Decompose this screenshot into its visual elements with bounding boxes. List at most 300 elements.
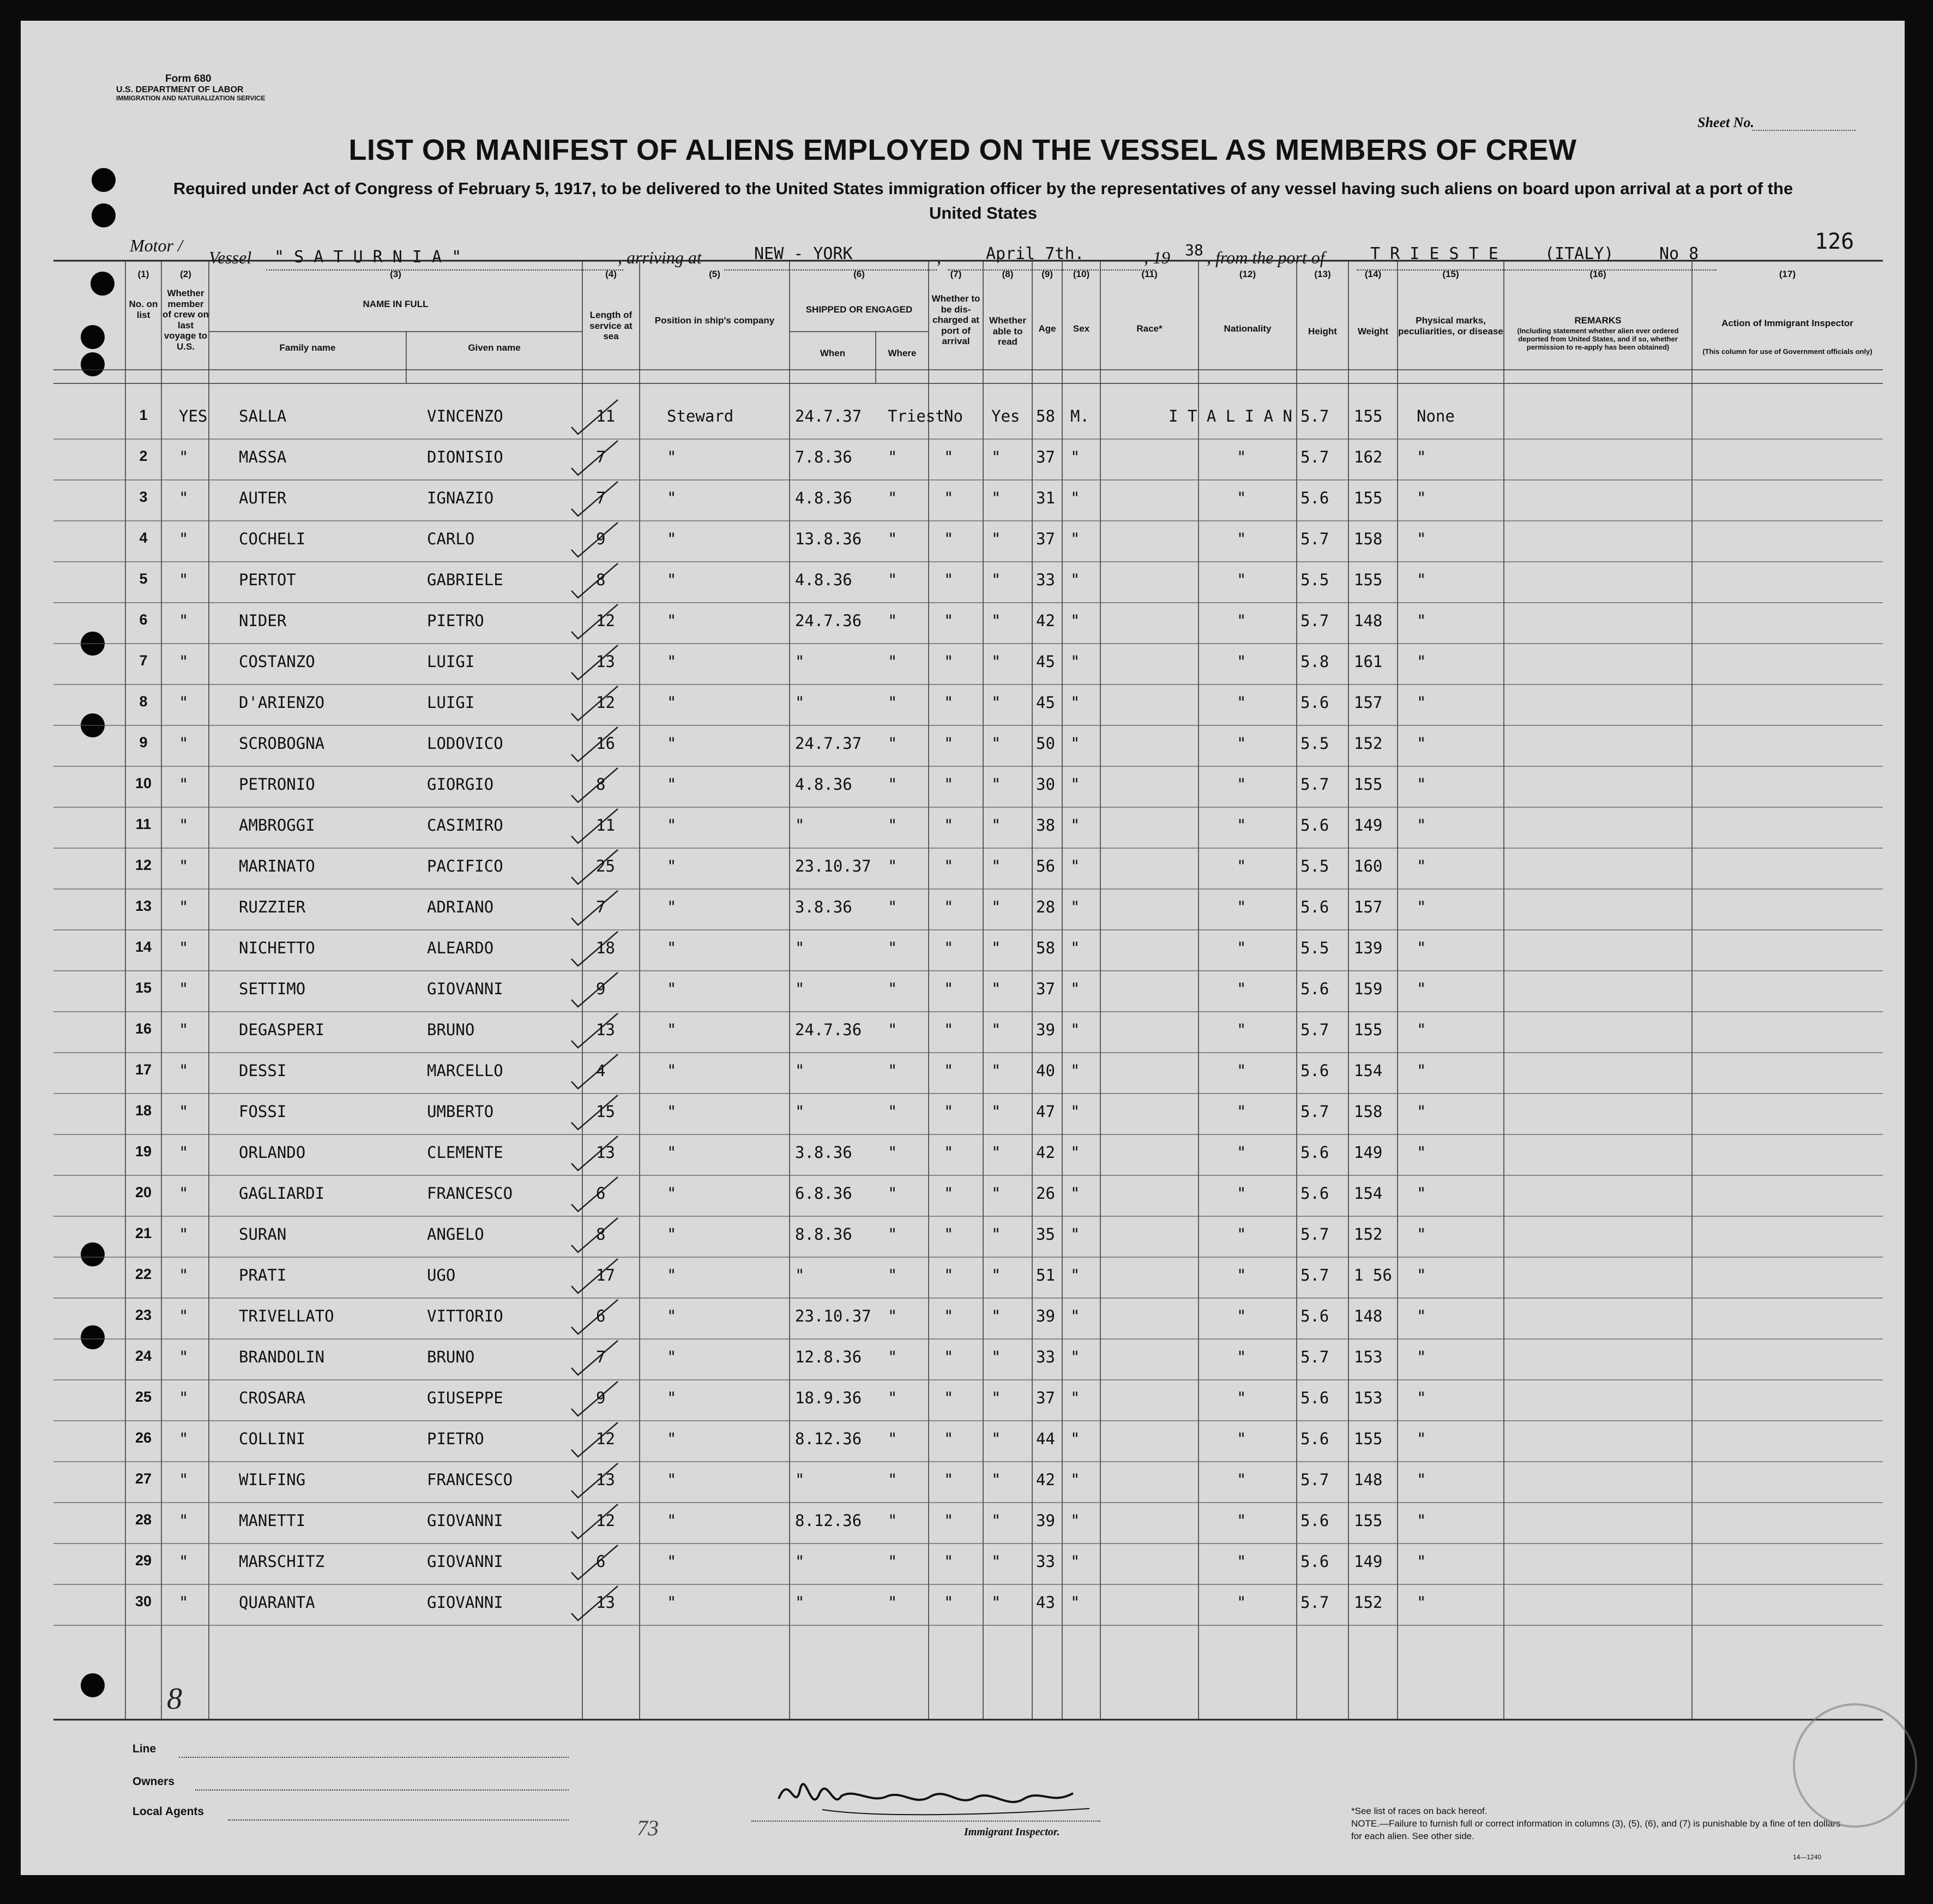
weight: 155 [1354,489,1383,507]
races-note: *See list of races on back hereof. [1351,1806,1488,1816]
weight: 155 [1354,775,1383,794]
col-name-header: NAME IN FULL [363,299,429,309]
service-length: 7 [596,898,606,916]
age: 40 [1036,1061,1055,1080]
nationality: " [1237,1020,1246,1039]
owners-field[interactable] [195,1789,569,1791]
tally-check-mark [571,441,618,475]
col-remarks-header: REMARKS [1574,315,1622,326]
given-name: CLEMENTE [427,1143,503,1162]
shipped-when: 24.7.37 [795,734,862,753]
tally-check-mark [571,1545,618,1579]
sex: " [1070,775,1080,794]
given-name: LUIGI [427,693,475,712]
agents-field[interactable] [228,1819,569,1821]
able-to-read: " [991,1143,1001,1162]
discharged: " [944,448,954,466]
service-name: IMMIGRATION AND NATURALIZATION SERVICE [116,94,266,103]
service-length: 6 [596,1307,606,1325]
weight: 148 [1354,611,1383,630]
physical-marks: " [1417,1061,1426,1080]
discharged: " [944,898,954,916]
sex: " [1070,1429,1080,1448]
weight: 160 [1354,857,1383,875]
able-to-read: " [991,1552,1001,1571]
weight: 155 [1354,1511,1383,1530]
departure-port: T R I E S T E [1370,244,1498,263]
tally-check-mark [571,768,618,802]
row-number: 29 [135,1552,152,1569]
last-voyage: " [179,1348,189,1366]
row-number: 26 [135,1429,152,1446]
able-to-read: " [991,570,1001,589]
given-name: BRUNO [427,1020,475,1039]
last-voyage: " [179,1225,189,1244]
service-length: 13 [596,1470,615,1489]
shipped-when: 7.8.36 [795,448,852,466]
position: " [667,1389,677,1407]
weight: 154 [1354,1184,1383,1203]
discharged: " [944,980,954,998]
service-length: 9 [596,980,606,998]
binder-hole [92,203,116,227]
row-number: 2 [139,448,148,464]
last-voyage: " [179,734,189,753]
shipped-where: " [888,1307,898,1325]
able-to-read: " [991,939,1001,957]
last-voyage: " [179,570,189,589]
family-name: MARSCHITZ [239,1552,325,1571]
age: 37 [1036,1389,1055,1407]
arrival-port: NEW - YORK [754,244,853,263]
last-voyage: " [179,1470,189,1489]
row-number: 3 [139,489,148,505]
service-length: 6 [596,1552,606,1571]
physical-marks: " [1417,857,1426,875]
motor-label: Motor / [130,236,183,255]
weight: 154 [1354,1061,1383,1080]
col-marks-header: Physical marks, peculiarities, or disease [1398,315,1503,337]
list-number: No 8 [1659,244,1699,263]
service-length: 12 [596,1429,615,1448]
able-to-read: " [991,1511,1001,1530]
tally-check-mark [571,972,618,1007]
physical-marks: " [1417,489,1426,507]
binder-hole [81,632,105,656]
form-code: 14—1240 [1793,1853,1822,1861]
inspector-label: Immigrant Inspector. [964,1826,1060,1838]
shipped-where: " [888,734,898,753]
given-name: ANGELO [427,1225,484,1244]
row-number: 28 [135,1511,152,1528]
weight: 153 [1354,1389,1383,1407]
shipped-when: " [795,1552,805,1571]
discharged: " [944,816,954,834]
shipped-when: 8.12.36 [795,1511,862,1530]
row-number: 4 [139,530,148,546]
height: 5.6 [1300,1429,1329,1448]
shipped-where: " [888,939,898,957]
position: " [667,1225,677,1244]
last-voyage: " [179,1593,189,1612]
shipped-when: " [795,1102,805,1121]
position: " [667,816,677,834]
able-to-read: " [991,1061,1001,1080]
last-voyage: " [179,530,189,548]
family-name: PRATI [239,1266,287,1284]
col-race-header: Race* [1136,323,1163,334]
age: 47 [1036,1102,1055,1121]
position: " [667,1266,677,1284]
weight: 162 [1354,448,1383,466]
able-to-read: " [991,816,1001,834]
physical-marks: " [1417,530,1426,548]
given-name: MARCELLO [427,1061,503,1080]
nationality: " [1237,1552,1246,1571]
last-voyage: " [179,857,189,875]
height: 5.8 [1300,652,1329,671]
discharged: " [944,1184,954,1203]
col-where-header: Where [888,348,917,358]
given-name: GABRIELE [427,570,503,589]
physical-marks: " [1417,611,1426,630]
height: 5.6 [1300,1307,1329,1325]
service-length: 11 [596,407,615,425]
nationality: " [1237,693,1246,712]
shipped-where: " [888,1470,898,1489]
handwritten-number: 73 [637,1816,659,1840]
family-name: NIDER [239,611,287,630]
discharged: " [944,1552,954,1571]
service-length: 16 [596,734,615,753]
nationality: " [1237,939,1246,957]
nationality: " [1237,816,1246,834]
last-voyage: " [179,652,189,671]
nationality: " [1237,980,1246,998]
row-number: 7 [139,652,148,669]
vessel-label: Vessel [209,248,252,267]
shipped-where: " [888,570,898,589]
row-number: 12 [135,857,152,873]
family-name: MANETTI [239,1511,306,1530]
position: " [667,1511,677,1530]
physical-marks: " [1417,1348,1426,1366]
shipped-where: " [888,448,898,466]
weight: 153 [1354,1348,1383,1366]
able-to-read: " [991,530,1001,548]
service-length: 13 [596,1143,615,1162]
position: " [667,1470,677,1489]
family-name: TRIVELLATO [239,1307,334,1325]
physical-marks: " [1417,734,1426,753]
discharged: " [944,652,954,671]
col-action-header: Action of Immigrant Inspector [1721,318,1853,328]
discharged: " [944,734,954,753]
age: 39 [1036,1020,1055,1039]
shipped-where: " [888,1061,898,1080]
weight: 149 [1354,816,1383,834]
binder-hole [92,168,116,192]
discharged: No [944,407,963,425]
sex: " [1070,652,1080,671]
discharged: " [944,1102,954,1121]
family-name: DEGASPERI [239,1020,325,1039]
shipped-when: 18.9.36 [795,1389,862,1407]
sex: " [1070,734,1080,753]
family-name: SALLA [239,407,287,425]
penalty-note: NOTE.—Failure to furnish full or correct information in columns (3), (5), (6), and (7) is punishable by a fine of ten dollars for each alien. See other side. [1351,1818,1841,1841]
voyage-line: Motor / Vessel " S A T U R N I A " , arriving at NEW - YORK , April 7th. , 19 38 , from the port of T R I E S T E (ITALY) No 8 [21,236,1905,279]
shipped-when: 23.10.37 [795,857,871,875]
tally-check-mark [571,891,618,925]
last-voyage: " [179,775,189,794]
last-voyage: " [179,1184,189,1203]
vessel-name: " S A T U R N I A " [274,248,462,267]
sex: " [1070,1348,1080,1366]
weight: 149 [1354,1143,1383,1162]
last-voyage: " [179,1552,189,1571]
nationality: " [1237,1307,1246,1325]
nationality: " [1237,611,1246,630]
physical-marks: " [1417,980,1426,998]
sex: " [1070,570,1080,589]
family-name: RUZZIER [239,898,306,916]
sex: " [1070,1307,1080,1325]
col-position-header: Position in ship's company [654,315,775,326]
nationality: " [1237,1470,1246,1489]
age: 35 [1036,1225,1055,1244]
shipped-when: " [795,1593,805,1612]
row-number: 16 [135,1020,152,1037]
given-name: ALEARDO [427,939,494,957]
given-name: GIOVANNI [427,1511,503,1530]
service-length: 13 [596,1020,615,1039]
discharged: " [944,1511,954,1530]
family-name: DESSI [239,1061,287,1080]
shipped-where: " [888,1389,898,1407]
weight: 152 [1354,734,1383,753]
line-label: Line [133,1743,156,1755]
given-name: GIOVANNI [427,1593,503,1612]
nationality: " [1237,1225,1246,1244]
given-name: PACIFICO [427,857,503,875]
weight: 148 [1354,1307,1383,1325]
service-length: 12 [596,1511,615,1530]
discharged: " [944,1389,954,1407]
form-identifier [116,73,265,103]
family-name: SCROBOGNA [239,734,325,753]
binder-hole [81,1673,105,1697]
binder-hole [81,713,105,737]
position: " [667,693,677,712]
age: 39 [1036,1307,1055,1325]
nationality: " [1237,530,1246,548]
row-number: 5 [139,570,148,587]
line-field[interactable] [179,1757,569,1758]
family-name: SETTIMO [239,980,306,998]
sex: M. [1070,407,1089,425]
age: 50 [1036,734,1055,753]
physical-marks: " [1417,1143,1426,1162]
sex: " [1070,1389,1080,1407]
weight: 158 [1354,530,1383,548]
height: 5.7 [1300,1348,1329,1366]
service-length: 8 [596,775,606,794]
weight: 1 56 [1354,1266,1392,1284]
row-number: 11 [135,816,152,832]
shipped-where: " [888,1429,898,1448]
able-to-read: " [991,1307,1001,1325]
sex: " [1070,611,1080,630]
shipped-where: " [888,1143,898,1162]
age: 39 [1036,1511,1055,1530]
physical-marks: " [1417,1020,1426,1039]
weight: 149 [1354,1552,1383,1571]
position: " [667,1552,677,1571]
sex: " [1070,1552,1080,1571]
shipped-where: " [888,1593,898,1612]
age: 31 [1036,489,1055,507]
service-length: 25 [596,857,615,875]
age: 42 [1036,1470,1055,1489]
sex: " [1070,980,1080,998]
height: 5.6 [1300,1143,1329,1162]
able-to-read: " [991,1389,1001,1407]
shipped-where: " [888,898,898,916]
binder-hole [81,1242,105,1266]
given-name: ADRIANO [427,898,494,916]
physical-marks: " [1417,1307,1426,1325]
physical-marks: None [1417,407,1455,425]
count-mark: 8 [167,1682,182,1716]
row-number: 14 [135,939,152,955]
nationality: " [1237,857,1246,875]
sex: " [1070,816,1080,834]
service-length: 9 [596,530,606,548]
service-length: 13 [596,652,615,671]
tally-check-mark [571,563,618,598]
height: 5.7 [1300,407,1329,425]
tally-check-mark [571,482,618,516]
shipped-where: " [888,611,898,630]
age: 51 [1036,1266,1055,1284]
col-family-header: Family name [279,343,336,353]
year-suffix: 38 [1185,241,1203,259]
family-name: WILFING [239,1470,306,1489]
position: " [667,1061,677,1080]
sheet-number-field[interactable] [1752,130,1856,131]
last-voyage: " [179,1102,189,1121]
physical-marks: " [1417,939,1426,957]
age: 33 [1036,570,1055,589]
arriving-label: , arriving at [618,248,702,267]
nationality: " [1237,1593,1246,1612]
physical-marks: " [1417,652,1426,671]
family-name: SURAN [239,1225,287,1244]
service-length: 12 [596,611,615,630]
given-name: VINCENZO [427,407,503,425]
age: 44 [1036,1429,1055,1448]
position: " [667,734,677,753]
position: " [667,1593,677,1612]
physical-marks: " [1417,1184,1426,1203]
age: 37 [1036,980,1055,998]
physical-marks: " [1417,1389,1426,1407]
discharged: " [944,1020,954,1039]
position: " [667,448,677,466]
nationality: " [1237,1511,1246,1530]
form-number: Form 680 [165,73,212,85]
discharged: " [944,1429,954,1448]
weight: 139 [1354,939,1383,957]
nationality: " [1237,1348,1246,1366]
row-number: 18 [135,1102,152,1119]
last-voyage: " [179,489,189,507]
able-to-read: " [991,898,1001,916]
shipped-when: " [795,652,805,671]
inspector-line [751,1821,1100,1822]
given-name: FRANCESCO [427,1470,513,1489]
last-voyage: " [179,448,189,466]
row-number: 21 [135,1225,152,1241]
family-name: NICHETTO [239,939,315,957]
age: 45 [1036,652,1055,671]
row-number: 8 [139,693,148,710]
physical-marks: " [1417,448,1426,466]
height: 5.5 [1300,570,1329,589]
last-voyage: " [179,1061,189,1080]
service-length: 17 [596,1266,615,1284]
age: 26 [1036,1184,1055,1203]
row-number: 19 [135,1143,152,1160]
family-name: GAGLIARDI [239,1184,325,1203]
height: 5.6 [1300,898,1329,916]
last-voyage: " [179,1266,189,1284]
height: 5.7 [1300,1020,1329,1039]
sex: " [1070,1061,1080,1080]
given-name: FRANCESCO [427,1184,513,1203]
page-number: 126 [1815,229,1854,254]
physical-marks: " [1417,693,1426,712]
page-subtitle: Required under Act of Congress of February 5, 1917, to be delivered to the United States immigration officer by the representatives of any vessel having such aliens on board upon arrival at a port of the United States [173,179,1793,223]
shipped-where: " [888,775,898,794]
age: 56 [1036,857,1055,875]
sex: " [1070,1225,1080,1244]
weight: 152 [1354,1225,1383,1244]
position: " [667,1102,677,1121]
family-name: COCHELI [239,530,306,548]
nationality: " [1237,1102,1246,1121]
sex: " [1070,1020,1080,1039]
family-name: CROSARA [239,1389,306,1407]
from-label: , from the port of [1207,248,1325,267]
service-length: 11 [596,816,615,834]
weight: 157 [1354,898,1383,916]
nationality: " [1237,570,1246,589]
able-to-read: " [991,1593,1001,1612]
footnotes [1351,1805,1842,1843]
height: 5.7 [1300,448,1329,466]
weight: 158 [1354,1102,1383,1121]
tally-check-mark [571,1218,618,1252]
weight: 148 [1354,1470,1383,1489]
weight: 159 [1354,980,1383,998]
position: " [667,1348,677,1366]
col-last-voyage-header: Whether member of crew on last voyage to U.S. [162,288,209,352]
discharged: " [944,1225,954,1244]
weight: 155 [1354,1429,1383,1448]
age: 33 [1036,1552,1055,1571]
